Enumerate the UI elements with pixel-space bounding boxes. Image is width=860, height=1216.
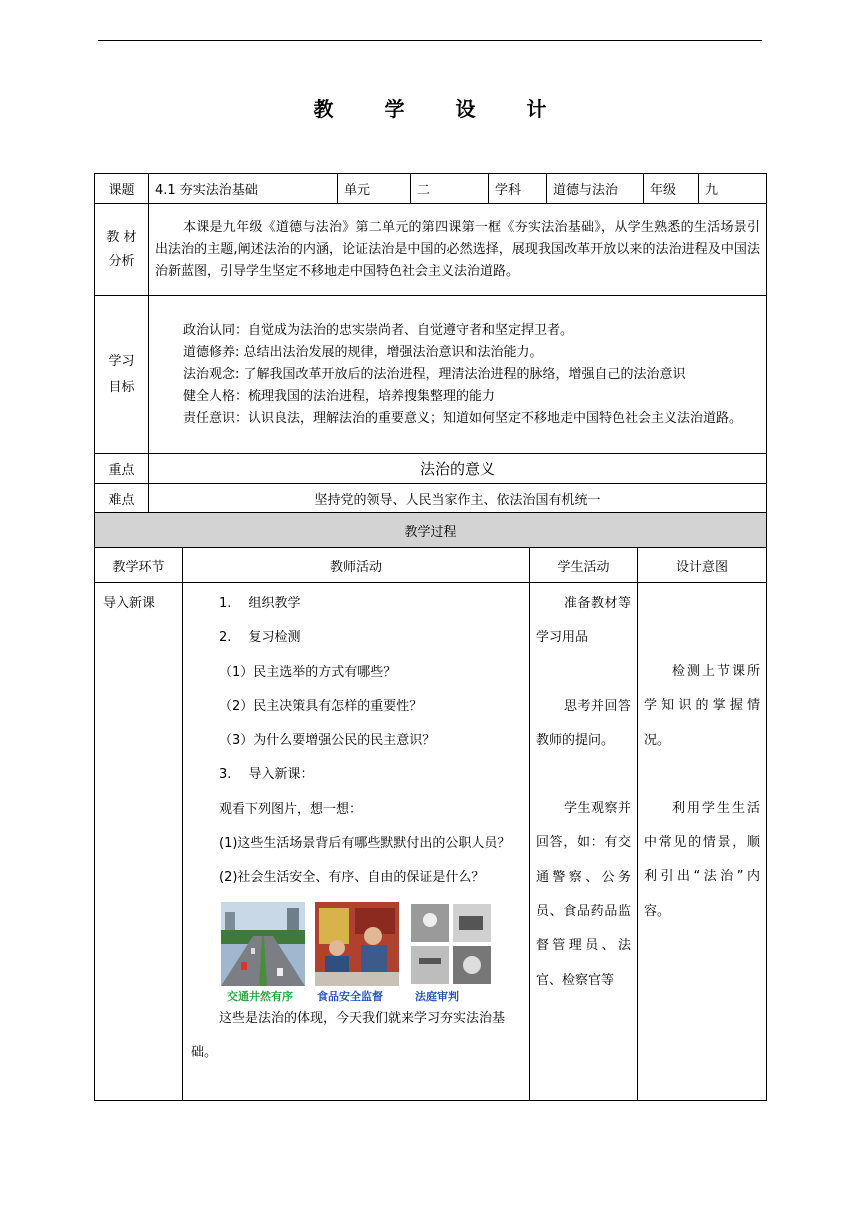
student-activity	[530, 583, 638, 1101]
key-point-value: 法治的意义	[149, 454, 767, 484]
student-activity-2: 思考并回答教师的提问。	[536, 698, 631, 748]
prompt-1: (1)这些生活场景背后有哪些默默付出的公职人员？	[219, 836, 511, 852]
subject-label: 学科	[489, 174, 547, 204]
caption-food: 食品安全监督	[317, 989, 383, 1003]
process-table	[94, 512, 767, 1101]
stage-name: 导入新课	[103, 596, 156, 611]
col-intent: 设计意图	[638, 548, 767, 583]
caption-traffic: 交通井然有序	[227, 989, 293, 1003]
caption-court: 法庭审判	[415, 989, 459, 1003]
conclusion: 这些是法治的体现，今天我们就来学习夯实法治基础。	[191, 1010, 506, 1060]
analysis-label: 教 材 分析	[95, 204, 149, 296]
step-review: 2. 复习检测	[219, 630, 301, 646]
design-intent	[638, 583, 767, 1101]
header-rule	[98, 40, 762, 41]
student-activity-1: 准备教材等学习用品	[536, 596, 631, 646]
traffic-image	[221, 902, 305, 986]
grade-value: 九	[699, 174, 767, 204]
question-2: （2）民主决策具有怎样的重要性？	[219, 698, 423, 714]
document-title: 教 学 设 计	[313, 97, 569, 121]
info-table	[94, 173, 767, 513]
student-activity-3: 学生观察并回答，如：有交通警察、公务员、食品药品监督管理员、法官、检察官等	[536, 801, 631, 988]
unit-value: 二	[411, 174, 489, 204]
col-teacher: 教师活动	[183, 548, 530, 583]
look-prompt: 观看下列图片，想一想：	[219, 801, 363, 817]
process-title: 教学过程	[95, 513, 767, 548]
question-3: （3）为什么要增强公民的民主意识？	[219, 733, 436, 749]
court-image	[409, 902, 493, 986]
objectives-label: 学习 目标	[95, 296, 149, 454]
stage-cell	[95, 583, 183, 1101]
objective-item: 政治认同：自觉成为法治的忠实崇尚者、自觉遵守者和坚定捍卫者。	[183, 322, 574, 338]
topic-label: 课题	[95, 174, 149, 204]
objective-item: 法治观念: 了解我国改革开放后的法治进程，理清法治进程的脉络，增强自己的法治意识	[183, 366, 686, 382]
step-organize: 1. 组织教学	[219, 596, 301, 611]
objectives-list	[149, 296, 767, 454]
objective-item: 责任意识：认识良法，理解法治的重要意义；知道如何坚定不移地走中国特色社会主义法治道路。	[183, 410, 743, 426]
teacher-activity	[183, 583, 530, 1101]
design-intent-1: 检测上节课所学知识的掌握情况。	[644, 664, 761, 748]
key-point-label: 重点	[95, 454, 149, 484]
prompt-2: (2)社会生活安全、有序、自由的保证是什么？	[219, 870, 485, 886]
col-student: 学生活动	[530, 548, 638, 583]
scene-images	[221, 902, 519, 1003]
difficulty-label: 难点	[95, 484, 149, 513]
objective-item: 道德修养: 总结出法治发展的规律，增强法治意识和法治能力。	[183, 344, 543, 360]
subject-value: 道德与法治	[547, 174, 644, 204]
design-intent-2: 利用学生生活中常见的情景，顺利引出“法治”内容。	[644, 800, 761, 919]
question-1: （1）民主选举的方式有哪些？	[219, 664, 397, 680]
col-stage: 教学环节	[95, 548, 183, 583]
topic-value: 4.1 夯实法治基础	[149, 174, 338, 204]
food-inspection-image	[315, 902, 399, 986]
objective-item: 健全人格：梳理我国的法治进程，培养搜集整理的能力	[183, 388, 496, 404]
unit-label: 单元	[338, 174, 411, 204]
analysis-text: 本课是九年级《道德与法治》第二单元的第四课第一框《夯实法治基础》，从学生熟悉的生活场景引出法治的主题,阐述法治的内涵，论证法治是中国的必然选择，展现我国改革开放以来的法治进程及中国法治新蓝图，引导学生坚定不移地走中国特色社会主义法治道路。	[149, 204, 767, 296]
grade-label: 年级	[644, 174, 699, 204]
difficulty-value: 坚持党的领导、人民当家作主、依法治国有机统一	[149, 484, 767, 513]
step-intro: 3. 导入新课：	[219, 767, 314, 783]
